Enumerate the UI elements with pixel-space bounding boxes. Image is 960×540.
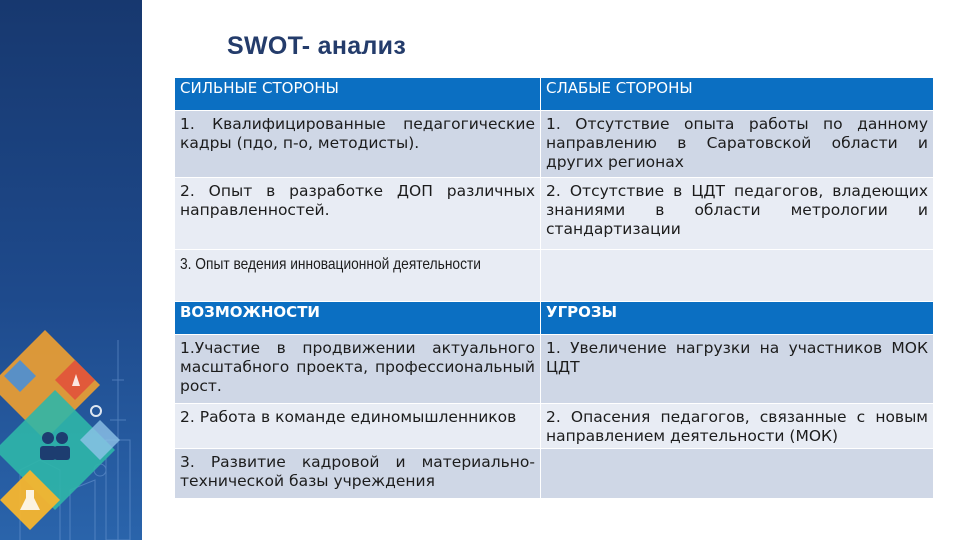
- threat-cell: 2. Опасения педагогов, связанные с новым направлением деятельности (МОК): [541, 404, 934, 449]
- strength-cell: 1. Квалифицированные педагогические кадры (пдо, п-о, методисты).: [175, 111, 541, 178]
- table-row: [175, 449, 934, 499]
- swot-header-row: [175, 78, 934, 111]
- threat-cell: 1. Увеличение нагрузки на участников МОК ЦДТ: [541, 335, 934, 404]
- opportunities-header: ВОЗМОЖНОСТИ: [175, 302, 541, 335]
- swot-table: [174, 77, 934, 499]
- weakness-cell: 2. Отсутствие в ЦДТ педагогов, владеющих знаниями в области метрологии и стандартизации: [541, 178, 934, 250]
- swot-header-row: [175, 302, 934, 335]
- opportunity-cell: 1.Участие в продвижении актуального масштабного проекта, профессиональный рост.: [175, 335, 541, 404]
- strengths-header: СИЛЬНЫЕ СТОРОНЫ: [175, 78, 541, 111]
- sidebar-decoration: [0, 0, 142, 540]
- threat-cell: [541, 449, 934, 499]
- opportunity-cell: 2. Работа в команде единомышленников: [175, 404, 541, 449]
- weaknesses-header: СЛАБЫЕ СТОРОНЫ: [541, 78, 934, 111]
- strength-cell: [175, 250, 541, 302]
- decorative-pattern: [0, 0, 142, 540]
- table-row: [175, 335, 934, 404]
- weakness-cell: [541, 250, 934, 302]
- table-row: [175, 250, 934, 302]
- table-row: [175, 404, 934, 449]
- gear-icon: [91, 406, 101, 416]
- threats-header: УГРОЗЫ: [541, 302, 934, 335]
- opportunity-cell: 3. Развитие кадровой и материально-технической базы учреждения: [175, 449, 541, 499]
- weakness-cell: 1. Отсутствие опыта работы по данному направлению в Саратовской области и других регионах: [541, 111, 934, 178]
- strength-cell: 2. Опыт в разработке ДОП различных направленностей.: [175, 178, 541, 250]
- table-row: [175, 111, 934, 178]
- strength-text: 3. Опыт ведения инновационной деятельности: [180, 256, 481, 273]
- page-title: SWOT- анализ: [227, 32, 407, 60]
- table-row: [175, 178, 934, 250]
